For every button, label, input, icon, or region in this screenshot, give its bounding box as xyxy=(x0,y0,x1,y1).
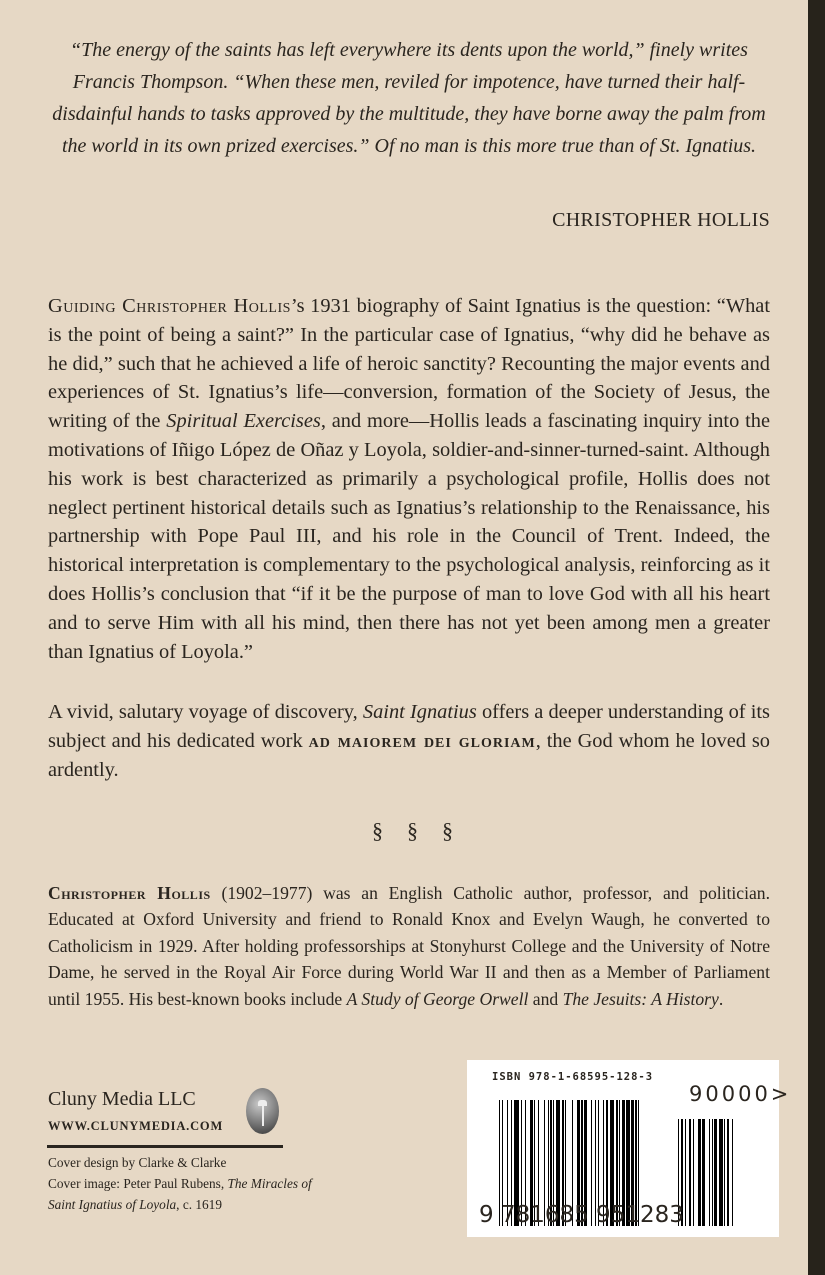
barcode-bar xyxy=(698,1119,701,1226)
barcode-bar xyxy=(685,1119,686,1226)
text: A vivid, salutary voyage of discovery, xyxy=(48,701,363,723)
barcode-bar xyxy=(689,1119,692,1226)
price-code: 90000> xyxy=(689,1082,792,1106)
author-bio xyxy=(48,880,770,1012)
barcode-bar xyxy=(709,1119,710,1226)
barcode-bar xyxy=(727,1119,730,1226)
text: , the God whom he loved so ardently. xyxy=(48,729,770,781)
text: offers a deeper understanding of its subject and his dedicated work xyxy=(48,701,770,752)
image-credit xyxy=(48,1173,318,1215)
book-title: Spiritual Exercises xyxy=(166,410,321,433)
book-title: Saint Ignatius xyxy=(362,701,477,723)
cover-credits xyxy=(48,1152,318,1215)
artwork-title: The Miracles of Saint Ignatius of Loyola xyxy=(48,1176,312,1212)
barcode-bar xyxy=(719,1119,723,1226)
barcode-bar xyxy=(724,1119,725,1226)
barcode-bar xyxy=(714,1119,717,1226)
book-title: The Jesuits: A History xyxy=(562,988,719,1009)
chalice-seal-logo xyxy=(246,1088,279,1134)
text: , c. 1619 xyxy=(176,1197,222,1212)
barcode-bar xyxy=(732,1119,733,1226)
text: and xyxy=(528,988,563,1009)
book-spine-edge xyxy=(808,0,825,1275)
fleuron-icon: § xyxy=(407,818,418,843)
author-name: Christopher Hollis xyxy=(48,883,211,903)
barcode-bar xyxy=(702,1119,705,1226)
description-paragraph-2 xyxy=(48,698,770,784)
isbn-label: ISBN 978-1-68595-128-3 xyxy=(492,1071,654,1083)
barcode-bar xyxy=(693,1119,694,1226)
description-paragraph-1 xyxy=(48,292,770,666)
divider xyxy=(47,1145,283,1148)
publisher-name: Cluny Media LLC xyxy=(48,1088,196,1110)
barcode-bar xyxy=(712,1119,713,1226)
barcode-digits: 9 781685 951283 xyxy=(479,1202,684,1228)
publisher-url: WWW.CLUNYMEDIA.COM xyxy=(48,1119,224,1133)
text: Cover image: Peter Paul Rubens, xyxy=(48,1176,228,1191)
design-credit: Cover design by Clarke & Clarke xyxy=(48,1155,227,1170)
text: (1902–1977) was an English Catholic author, professor, and politician. Educated at Oxford University and friend to Ronald Knox and Evelyn Waugh, he converted to Catholicism in 1929. After holding professorships at Stonyhurst College and the University of Notre Dame, he served in the Royal Air Force during World War II and then as a Member of Parliament until 1955. His best-known books include xyxy=(48,883,770,1009)
text: . xyxy=(718,988,724,1009)
quote-attribution: CHRISTOPHER HOLLIS xyxy=(552,209,770,231)
fleuron-icon: § xyxy=(442,818,453,843)
motto: ad maiorem dei gloriam xyxy=(308,729,536,752)
epigraph-quote: “The energy of the saints has left everywhere its dents upon the world,” finely writes Francis Thompson. “When these men, reviled for impotence, have turned their half-disdainful hands to tasks approved by the multitude, they have borne away the palm from the world in its own prized exercises.” Of no man is this more true than of St. Ignatius. xyxy=(52,39,766,157)
fleuron-icon: § xyxy=(372,818,383,843)
book-title: A Study of George Orwell xyxy=(346,988,529,1009)
text: ’s 1931 biography of Saint Ignatius is the question: “What is the point of being a saint?” In the particular case of Ignatius, “why did he behave as he did,” such that he achieved a life of heroic sanctity? Recounting the major events and experiences of St. Ignatius’s life—conversion, formation of the Society of Jesus, the writing of the xyxy=(48,295,770,433)
addon-barcode-bars xyxy=(678,1119,763,1226)
text: , and more—Hollis leads a fascinating inquiry into the motivations of Iñigo López de Oñaz y Loyola, soldier-and-sinner-turned-saint. Although his work is best characterized as primarily a psychological profile, Hollis does not neglect pertinent historical details such as Ignatius’s relationship to the Renaissance, his partnership with Pope Paul III, and his role in the Council of Trent. Indeed, the historical interpretation is complementary to the psychological analysis, reinforcing as it does Hollis’s conclusion that “if it be the purpose of man to love God with all his heart and to serve Him with all his mind, then there has not yet been among men a greater than Ignatius of Loyola.” xyxy=(48,410,771,663)
lead-in: Guiding Christopher Hollis xyxy=(48,295,291,317)
section-ornaments xyxy=(0,818,825,844)
isbn-barcode xyxy=(467,1060,792,1237)
